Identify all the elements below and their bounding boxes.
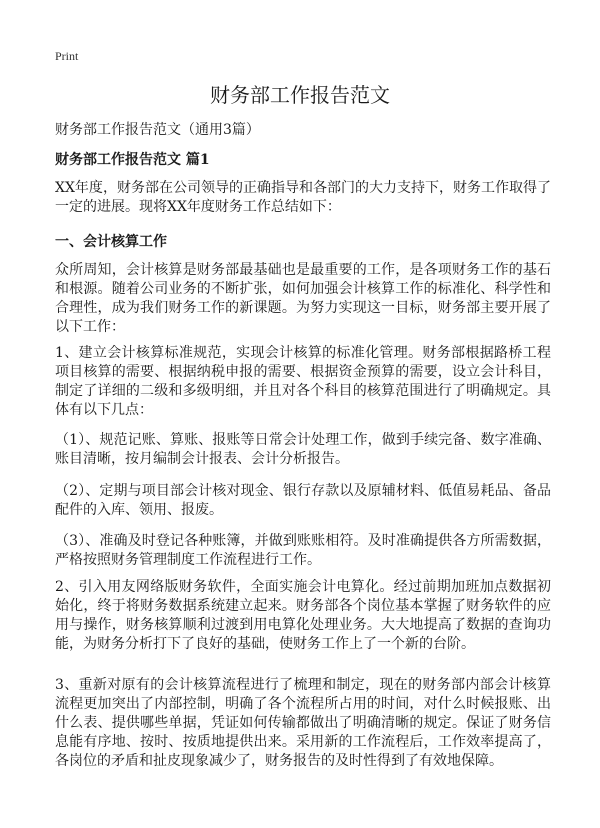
item-2-paragraph: 2、引入用友网络版财务软件，全面实施会计电算化。经过前期加班加点数据初始化，终于将财务数据系统建立起来。财务部各个岗位基本掌握了财务软件的应用与操作，财务核算顺利过渡到用电算化处理业务。大大地提高了数据的查询功能，为财务分析打下了良好的基础，使财务工作上了一个新的台阶。 (55, 579, 551, 652)
article-heading: 财务部工作报告范文 篇1 (55, 152, 210, 168)
item-3-paragraph: 3、重新对原有的会计核算流程进行了梳理和制定，现在的财务部内部会计核算流程更加突出了内部控制，明确了各个流程所占用的时间，对什么时候报账、出什么表、提供哪些单据，凭证如何传输都做出了明确清晰的规定。保证了财务信息能有序地、按时、按质地提供出来。采用新的工作流程后，工作效率提高了，各岗位的矛盾和扯皮现象减少了，财务报告的及时性得到了有效地保障。 (55, 677, 551, 769)
sub-item-3: （3）、准确及时登记各种账簿，并做到账账相符。及时准确提供各方所需数据，严格按照财务管理制度工作流程进行工作。 (55, 533, 551, 568)
print-link[interactable]: Print (55, 49, 79, 63)
item-1-paragraph: 1、建立会计核算标准规范，实现会计核算的标准化管理。财务部根据路桥工程项目核算的需要、根据纳税申报的需要、根据资金预算的需要，设立会计科目，制定了详细的二级和多级明细，并且对各个科目的核算范围进行了明确规定。具体有以下几点： (55, 345, 551, 418)
section-heading: 一、会计核算工作 (55, 234, 167, 250)
intro-paragraph: XX年度，财务部在公司领导的正确指导和各部门的大力支持下，财务工作取得了一定的进展。现将XX年度财务工作总结如下： (55, 180, 551, 215)
page-title: 财务部工作报告范文 (210, 83, 390, 107)
sub-item-1: （1）、规范记账、算账、报账等日常会计处理工作，做到手续完备、数字准确、账目清晰，按月编制会计报表、会计分析报告。 (55, 432, 551, 467)
section-intro-paragraph: 众所周知，会计核算是财务部最基础也是最重要的工作，是各项财务工作的基石和根源。随着公司业务的不断扩张，如何加强会计核算工作的标准化、科学性和合理性，成为我们财务工作的新课题。为努力实现这一目标，财务部主要开展了以下工作： (55, 262, 551, 335)
sub-item-2: （2）、定期与项目部会计核对现金、银行存款以及原辅材料、低值易耗品、备品配件的入库、领用、报废。 (55, 483, 551, 518)
subtitle: 财务部工作报告范文（通用3篇） (55, 122, 260, 138)
